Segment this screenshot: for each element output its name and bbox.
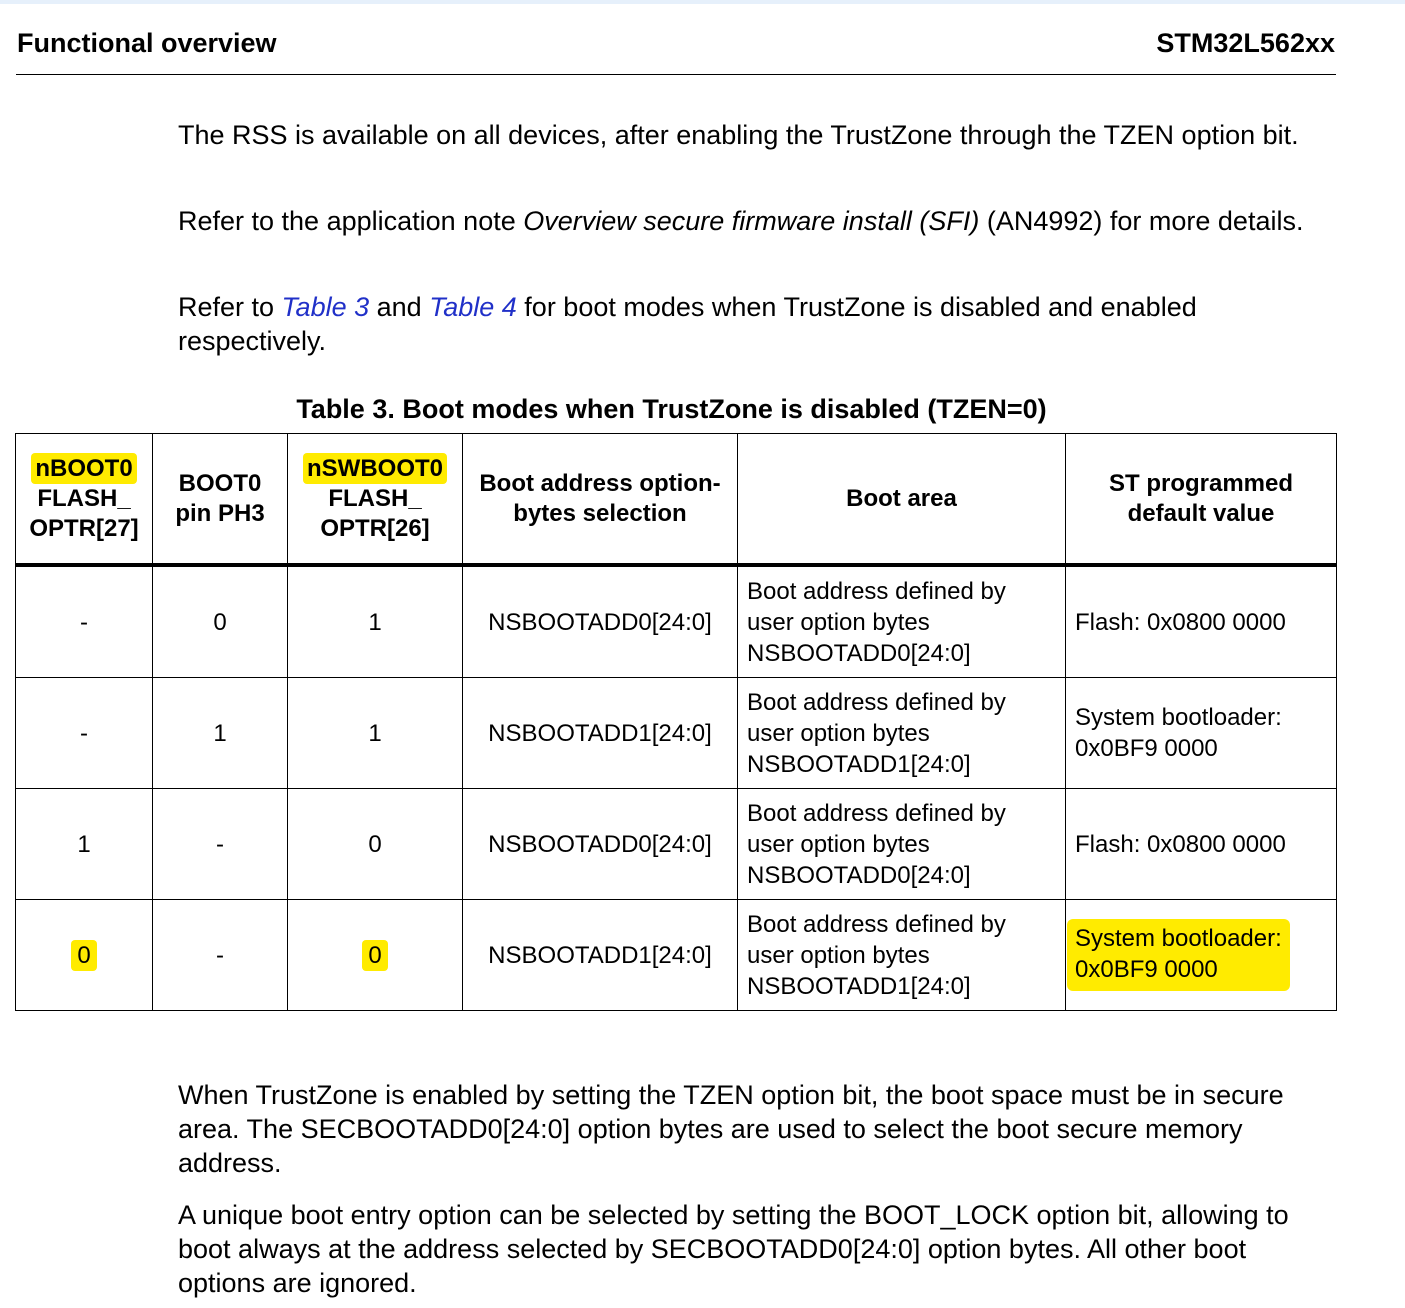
header-nboot0-l2: FLASH_ xyxy=(37,484,131,512)
default-value-l1: System bootloader: xyxy=(1075,704,1282,731)
highlighted-nboot0: 0 xyxy=(71,940,96,971)
default-value-l1: Flash: 0x0800 0000 xyxy=(1075,830,1286,858)
cell-nboot0 xyxy=(16,900,153,1011)
header-nswboot0-l1: nSWBOOT0 xyxy=(303,453,447,484)
boot-modes-table xyxy=(15,433,1337,1011)
boot-area-l2: user option bytes xyxy=(747,941,930,969)
table-3-link[interactable]: Table 3 xyxy=(281,292,370,322)
boot-area-l2: user option bytes xyxy=(747,719,930,747)
highlighted-default-value xyxy=(1067,919,1290,991)
cell-selection: NSBOOTADD1[24:0] xyxy=(463,678,738,789)
header-selection-l1: Boot address option- xyxy=(479,469,721,497)
table-row xyxy=(16,565,1337,678)
cell-default-value xyxy=(1066,900,1337,1011)
intro-text-2a: Refer to the application note xyxy=(178,206,524,236)
cell-nswboot0: 1 xyxy=(288,678,463,789)
table-row xyxy=(16,789,1337,900)
cell-default-value xyxy=(1066,678,1337,789)
cell-nboot0: - xyxy=(16,565,153,678)
section-title: Functional overview xyxy=(17,28,277,58)
top-strip xyxy=(0,0,1405,4)
cell-selection: NSBOOTADD0[24:0] xyxy=(463,789,738,900)
cell-nboot0: - xyxy=(16,678,153,789)
intro-text-2b: (AN4992) for more details. xyxy=(979,206,1304,236)
table-4-link[interactable]: Table 4 xyxy=(429,292,517,322)
cell-boot-area xyxy=(738,900,1066,1011)
table-header-row xyxy=(16,434,1337,566)
highlighted-nswboot0: 0 xyxy=(362,940,387,971)
boot-area-l2: user option bytes xyxy=(747,830,930,858)
cell-boot0: - xyxy=(153,789,288,900)
header-boot0 xyxy=(153,434,288,566)
cell-nswboot0: 0 xyxy=(288,789,463,900)
intro-text-3a: Refer to xyxy=(178,292,282,322)
intro-text-3b: and xyxy=(369,292,430,322)
outro-paragraph-1 xyxy=(178,1078,1338,1180)
cell-boot0: - xyxy=(153,900,288,1011)
cell-boot0: 0 xyxy=(153,565,288,678)
default-value-l2: 0x0BF9 0000 xyxy=(1075,956,1218,983)
device-name: STM32L562xx xyxy=(1156,28,1335,58)
table-caption: Table 3. Boot modes when TrustZone is disabled (TZEN=0) xyxy=(296,394,1047,424)
outro-text-2: A unique boot entry option can be selected by setting the BOOT_LOCK option bit, allowing to boot always at the address selected by SECBOOTADD0[24:0] option bytes. All other boot options are ignored. xyxy=(178,1200,1289,1298)
cell-default-value xyxy=(1066,565,1337,678)
boot-area-l3: NSBOOTADD1[24:0] xyxy=(747,750,971,778)
cell-selection: NSBOOTADD0[24:0] xyxy=(463,565,738,678)
cell-nswboot0: 1 xyxy=(288,565,463,678)
header-nswboot0-l3: OPTR[26] xyxy=(320,514,430,542)
boot-area-l1: Boot address defined by xyxy=(747,910,1006,938)
intro-paragraph-1 xyxy=(178,118,1338,152)
cell-nswboot0 xyxy=(288,900,463,1011)
header-default-value xyxy=(1066,434,1337,566)
cell-boot-area xyxy=(738,678,1066,789)
outro-text-1: When TrustZone is enabled by setting the TZEN option bit, the boot space must be in secure area. The SECBOOTADD0[24:0] option bytes are used to select the boot secure memory address. xyxy=(178,1080,1284,1178)
header-boot-area-l1: Boot area xyxy=(846,484,957,512)
cell-nboot0: 1 xyxy=(16,789,153,900)
table-row xyxy=(16,900,1337,1011)
table-row xyxy=(16,678,1337,789)
header-default-l2: default value xyxy=(1127,499,1275,527)
cell-default-value xyxy=(1066,789,1337,900)
header-default-l1: ST programmed xyxy=(1108,469,1294,497)
intro-paragraph-3 xyxy=(178,290,1338,358)
app-note-title: Overview secure firmware install (SFI) xyxy=(523,206,980,236)
header-nboot0-l1: nBOOT0 xyxy=(31,453,136,484)
header-nboot0-l3: OPTR[27] xyxy=(29,514,139,542)
boot-area-l1: Boot address defined by xyxy=(747,799,1006,827)
header-divider xyxy=(16,74,1336,75)
intro-text-1: The RSS is available on all devices, after enabling the TrustZone through the TZEN option bit. xyxy=(178,120,1299,150)
header-boot0-l2: pin PH3 xyxy=(175,499,265,527)
header-boot-area xyxy=(738,434,1066,566)
boot-area-l3: NSBOOTADD0[24:0] xyxy=(747,861,971,889)
header-selection xyxy=(463,434,738,566)
header-nboot0 xyxy=(16,434,153,566)
boot-area-l2: user option bytes xyxy=(747,608,930,636)
boot-area-l3: NSBOOTADD1[24:0] xyxy=(747,972,971,1000)
boot-area-l1: Boot address defined by xyxy=(747,688,1006,716)
boot-area-l1: Boot address defined by xyxy=(747,577,1006,605)
default-value-l2: 0x0BF9 0000 xyxy=(1075,735,1218,762)
intro-text-3c: for boot modes when TrustZone is disabled and enabled respectively. xyxy=(178,292,1197,356)
header-nswboot0-l2: FLASH_ xyxy=(328,484,422,512)
boot-area-l3: NSBOOTADD0[24:0] xyxy=(747,639,971,667)
default-value-l1: System bootloader: xyxy=(1075,925,1282,952)
cell-boot0: 1 xyxy=(153,678,288,789)
cell-boot-area xyxy=(738,789,1066,900)
cell-selection: NSBOOTADD1[24:0] xyxy=(463,900,738,1011)
header-boot0-l1: BOOT0 xyxy=(178,469,262,497)
outro-paragraph-2 xyxy=(178,1198,1338,1300)
cell-boot-area xyxy=(738,565,1066,678)
header-selection-l2: bytes selection xyxy=(513,499,687,527)
header-nswboot0 xyxy=(288,434,463,566)
intro-paragraph-2 xyxy=(178,204,1338,238)
default-value-l1: Flash: 0x0800 0000 xyxy=(1075,608,1286,636)
